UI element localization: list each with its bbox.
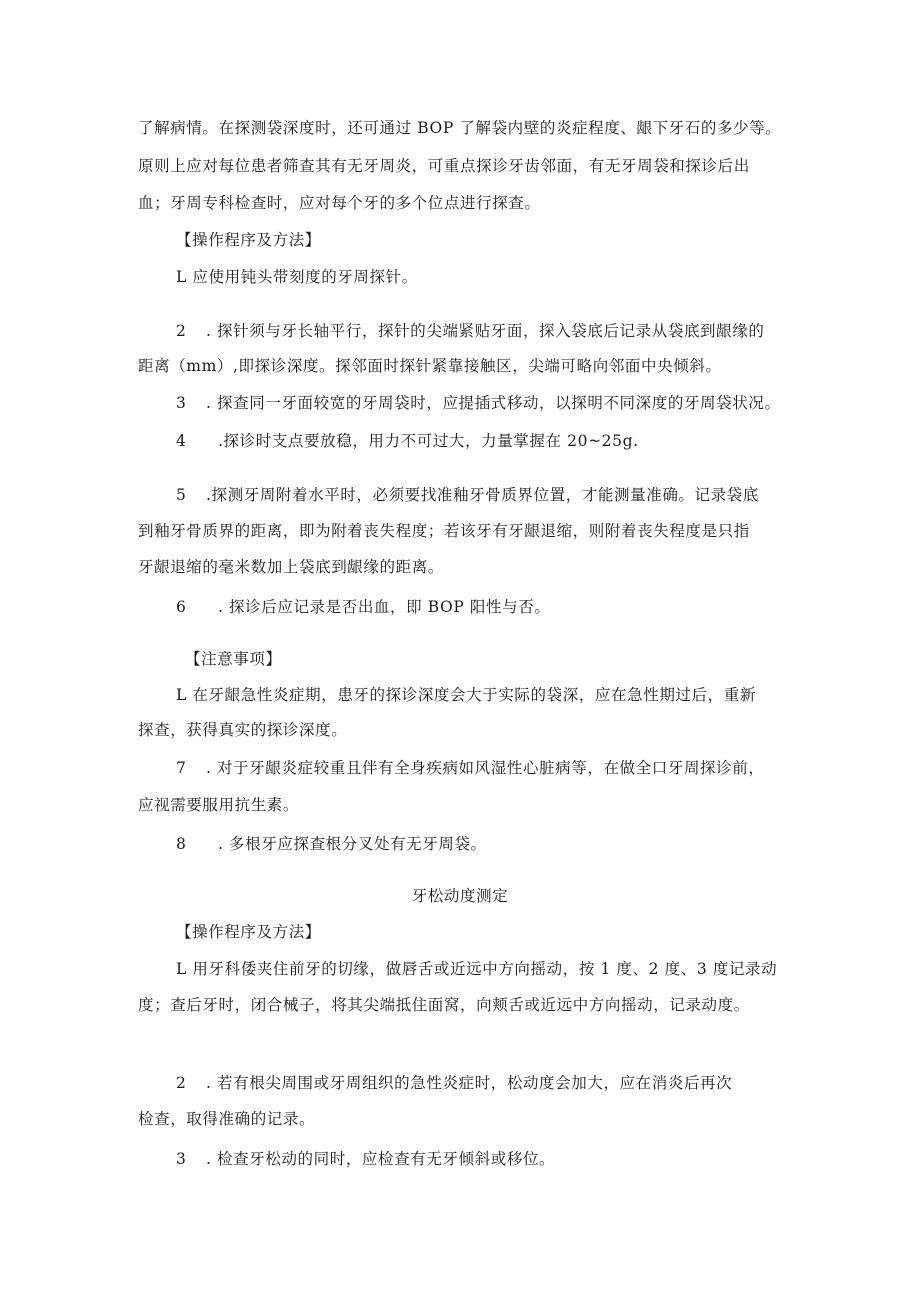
item-number: 3 xyxy=(176,394,187,412)
item-number: 7 xyxy=(176,759,187,777)
procedure-item-6 xyxy=(176,596,550,618)
mobility-item-2-cont: 检查，取得准确的记录。 xyxy=(138,1110,316,1128)
item-text: . 多根牙应探查根分叉处有无牙周袋。 xyxy=(218,835,487,853)
procedure-item-5-cont-1: 到釉牙骨质界的距离，即为附着丧失程度；若该牙有牙龈退缩，则附着丧失程度是只指 xyxy=(138,522,750,540)
procedure-item-3 xyxy=(176,392,781,414)
item-number: 8 xyxy=(176,835,187,853)
mobility-item-2 xyxy=(176,1072,732,1094)
item-number: 6 xyxy=(176,598,187,616)
section-heading-notes: 【注意事项】 xyxy=(185,650,282,668)
item-text: . 对于牙龈炎症较重且伴有全身疾病如风湿性心脏病等，在做全口牙周探诊前， xyxy=(206,759,765,777)
item-number: 4 xyxy=(176,432,187,450)
section-heading-procedure: 【操作程序及方法】 xyxy=(176,231,321,249)
item-text: . 检查牙松动的同时，应检查有无牙倾斜或移位。 xyxy=(206,1150,556,1168)
section-heading-mobility-procedure: 【操作程序及方法】 xyxy=(176,923,321,941)
item-text: .探测牙周附着水平时，必须要找准釉牙骨质界位置，才能测量准确。记录袋底 xyxy=(206,486,759,504)
procedure-item-4 xyxy=(176,430,639,452)
notes-item-8 xyxy=(176,833,487,855)
notes-item-1: L 在牙龈急性炎症期，患牙的探诊深度会大于实际的袋深，应在急性期过后，重新 xyxy=(176,686,756,704)
item-text: . 探诊后应记录是否出血，即 BOP 阳性与否。 xyxy=(218,598,551,616)
notes-item-7 xyxy=(176,757,764,779)
procedure-item-2 xyxy=(176,320,764,342)
intro-line-3: 血；牙周专科检查时，应对每个牙的多个位点进行探查。 xyxy=(138,194,541,212)
item-text: .探诊时支点要放稳，用力不可过大，力量掌握在 20~25g. xyxy=(218,432,639,450)
item-number: 2 xyxy=(176,1074,187,1092)
item-number: 5 xyxy=(176,486,187,504)
mobility-item-1: L 用牙科倭夹住前牙的切缘，做唇舌或近远中方向摇动，按 1 度、2 度、3 度记录动 xyxy=(176,960,778,978)
item-text: . 探针须与牙长轴平行，探针的尖端紧贴牙面，探入袋底后记录从袋底到龈缘的 xyxy=(206,322,765,340)
mobility-item-1-cont: 度；查后牙时，闭合械子，将其尖端抵住面窝，向颊舌或近远中方向摇动，记录动度。 xyxy=(138,996,750,1014)
notes-item-1-cont: 探查，获得真实的探诊深度。 xyxy=(138,721,348,739)
intro-line-1: 了解病情。在探测袋深度时，还可通过 BOP 了解袋内壁的炎症程度、龈下牙石的多少等。 xyxy=(138,119,782,137)
section-title-tooth-mobility: 牙松动度测定 xyxy=(411,887,509,905)
procedure-item-5 xyxy=(176,484,759,506)
item-number: 2 xyxy=(176,322,187,340)
procedure-item-2-cont: 距离（mm）,即探诊深度。探邻面时探针紧靠接触区，尖端可略向邻面中央倾斜。 xyxy=(138,357,722,375)
mobility-item-3 xyxy=(176,1148,555,1170)
item-text: . 探查同一牙面较宽的牙周袋时，应提插式移动，以探明不同深度的牙周袋状况。 xyxy=(206,394,781,412)
item-text: . 若有根尖周围或牙周组织的急性炎症时，松动度会加大，应在消炎后再次 xyxy=(206,1074,733,1092)
notes-item-7-cont: 应视需要服用抗生素。 xyxy=(138,796,300,814)
item-number: 3 xyxy=(176,1150,187,1168)
procedure-item-1: L 应使用钝头带刻度的牙周探针。 xyxy=(176,268,418,286)
procedure-item-5-cont-2: 牙龈退缩的毫米数加上袋底到龈缘的距离。 xyxy=(138,558,444,576)
intro-line-2: 原则上应对每位患者筛查其有无牙周炎，可重点探诊牙齿邻面，有无牙周袋和探诊后出 xyxy=(138,157,750,175)
